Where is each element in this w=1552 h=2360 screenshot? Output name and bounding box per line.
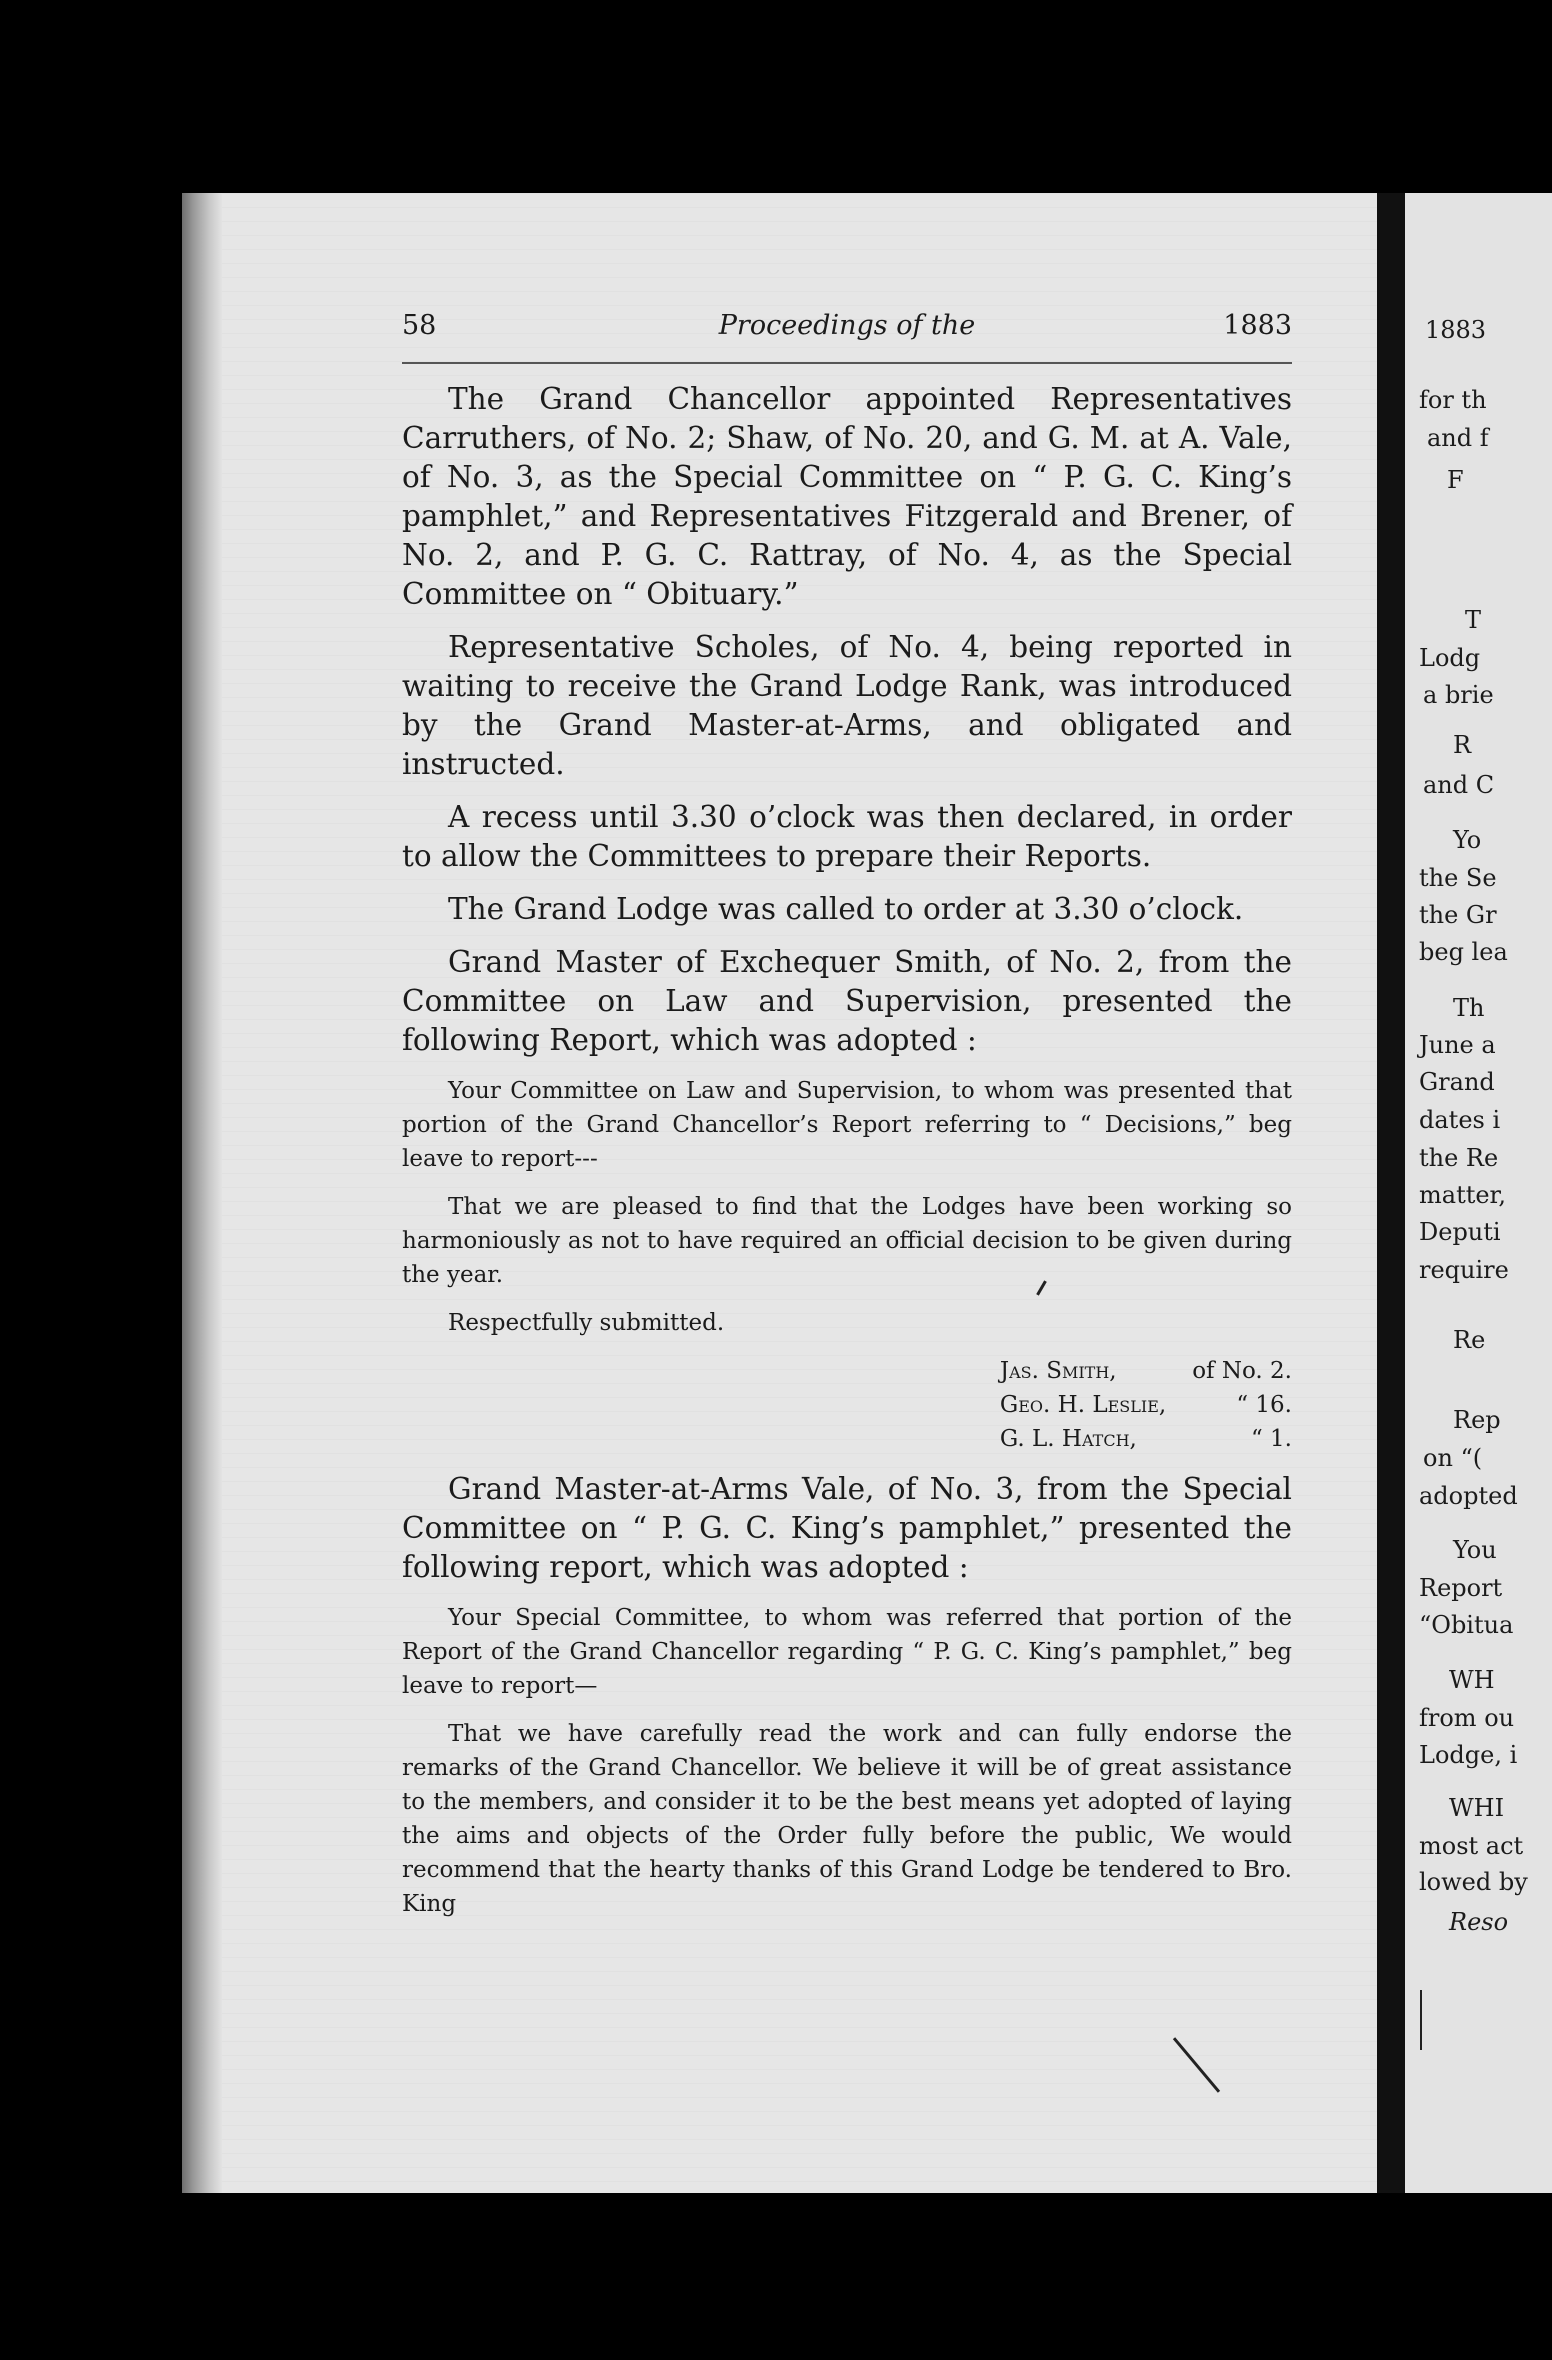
next-page-fragment: June a <box>1419 1031 1496 1059</box>
next-page-fragment: T <box>1465 606 1482 634</box>
report-pamphlet-para-2: That we have carefully read the work and can fully endorse the remarks of the Grand Chancellor. We believe it will be of great assistance to the members, and consider it to be the best means yet adopted of laying the aims and objects of the Order fully before the public, We would recommend that the hearty thanks of this Grand Lodge be tendered to Bro. King <box>402 1721 1292 1917</box>
next-page-fragment: Grand <box>1419 1068 1495 1096</box>
next-page-fragment: Lodge, i <box>1419 1741 1518 1769</box>
next-page-fragment: Rep <box>1453 1406 1501 1434</box>
next-page-fragment: dates i <box>1419 1106 1501 1134</box>
page-edge-shadow <box>182 193 222 2193</box>
next-page-fragment: Deputi <box>1419 1218 1501 1246</box>
signature-lodge: “ 16. <box>1236 1392 1292 1418</box>
next-page-fragment: Lodg <box>1419 644 1481 672</box>
next-page-fragment: adopted <box>1419 1482 1518 1510</box>
next-page-fragment: Th <box>1453 994 1485 1022</box>
next-page-fragment: Re <box>1453 1326 1486 1354</box>
next-page-fragment: the Re <box>1419 1144 1499 1172</box>
book-gutter <box>1377 193 1405 2193</box>
ink-mark <box>1420 1990 1422 2050</box>
header-year: 1883 <box>1223 310 1292 341</box>
running-title: Proceedings of the <box>718 310 976 341</box>
next-page-fragment: “Obitua <box>1419 1611 1514 1639</box>
next-page-fragment: 1883 <box>1425 316 1487 344</box>
next-page-fragment: Reso <box>1449 1908 1509 1936</box>
signature-lodge: of No. 2. <box>1192 1358 1292 1384</box>
next-page-fragment: beg lea <box>1419 938 1508 966</box>
signature-row <box>1000 1422 1292 1456</box>
paragraph-scholes: Representative Scholes, of No. 4, being reported in waiting to receive the Grand Lodge Rank, was introduced by the Grand Master-at-Arms, and obligated and instructed. <box>402 630 1292 781</box>
book-page-right-partial <box>1405 193 1552 2193</box>
next-page-fragment: Yo <box>1453 826 1482 854</box>
next-page-fragment: R <box>1453 731 1472 759</box>
page-header <box>402 310 1292 350</box>
next-page-fragment: for th <box>1419 386 1487 414</box>
next-page-fragment: F <box>1447 466 1464 494</box>
signature-row <box>1000 1388 1292 1422</box>
next-page-fragment: require <box>1419 1256 1509 1284</box>
page-number: 58 <box>402 310 437 341</box>
next-page-fragment: You <box>1453 1536 1497 1564</box>
next-page-fragment: the Gr <box>1419 901 1497 929</box>
next-page-fragment: a brie <box>1423 681 1494 709</box>
signature-block <box>402 1354 1292 1456</box>
next-page-fragment: and C <box>1423 771 1495 799</box>
signature-row <box>1000 1354 1292 1388</box>
signature-name: Jas. Smith, <box>999 1358 1117 1384</box>
next-page-fragment: lowed by <box>1419 1868 1528 1896</box>
paragraph-recess: A recess until 3.30 o’clock was then declared, in order to allow the Committees to prepare their Reports. <box>402 800 1292 873</box>
paragraph-called-to-order: The Grand Lodge was called to order at 3.30 o’clock. <box>448 892 1244 926</box>
report-law-closing: Respectfully submitted. <box>448 1310 725 1336</box>
signature-name: G. L. Hatch, <box>999 1426 1137 1452</box>
next-page-fragment: the Se <box>1419 864 1497 892</box>
report-law-para-1: Your Committee on Law and Supervision, to whom was presented that portion of the Grand Chancellor’s Report referring to “ Decisions,” beg leave to report--- <box>402 1078 1292 1172</box>
next-page-fragment: matter, <box>1419 1181 1507 1209</box>
next-page-fragment: WHI <box>1449 1794 1505 1822</box>
next-page-fragment: Report <box>1419 1574 1503 1602</box>
signature-lodge: “ 1. <box>1250 1426 1292 1452</box>
page-body <box>402 380 1292 1935</box>
signature-name: Geo. H. Leslie, <box>999 1392 1167 1418</box>
report-law-para-2: That we are pleased to find that the Lodges have been working so harmoniously as not to have required an official decision to be given during the year. <box>402 1194 1292 1288</box>
paragraph-pamphlet-report-intro: Grand Master-at-Arms Vale, of No. 3, from the Special Committee on “ P. G. C. King’s pamphlet,” presented the following report, which was adopted : <box>402 1472 1292 1584</box>
header-rule <box>402 362 1292 364</box>
next-page-fragment: most act <box>1419 1832 1524 1860</box>
paragraph-law-report-intro: Grand Master of Exchequer Smith, of No. 2, from the Committee on Law and Supervision, presented the following Report, which was adopted : <box>402 945 1292 1057</box>
next-page-fragment: and f <box>1427 424 1489 452</box>
paragraph-committees: The Grand Chancellor appointed Representatives Carruthers, of No. 2; Shaw, of No. 20, and G. M. at A. Vale, of No. 3, as the Special Committee on “ P. G. C. King’s pamphlet,” and Representatives Fitzgerald and Brener, of No. 2, and P. G. C. Rattray, of No. 4, as the Special Committee on “ Obituary.” <box>402 382 1292 611</box>
next-page-fragment: from ou <box>1419 1704 1515 1732</box>
next-page-fragment: WH <box>1449 1666 1495 1694</box>
next-page-fragment: on “( <box>1423 1444 1483 1472</box>
report-pamphlet-para-1: Your Special Committee, to whom was referred that portion of the Report of the Grand Chancellor regarding “ P. G. C. King’s pamphlet,” beg leave to report— <box>402 1605 1292 1699</box>
